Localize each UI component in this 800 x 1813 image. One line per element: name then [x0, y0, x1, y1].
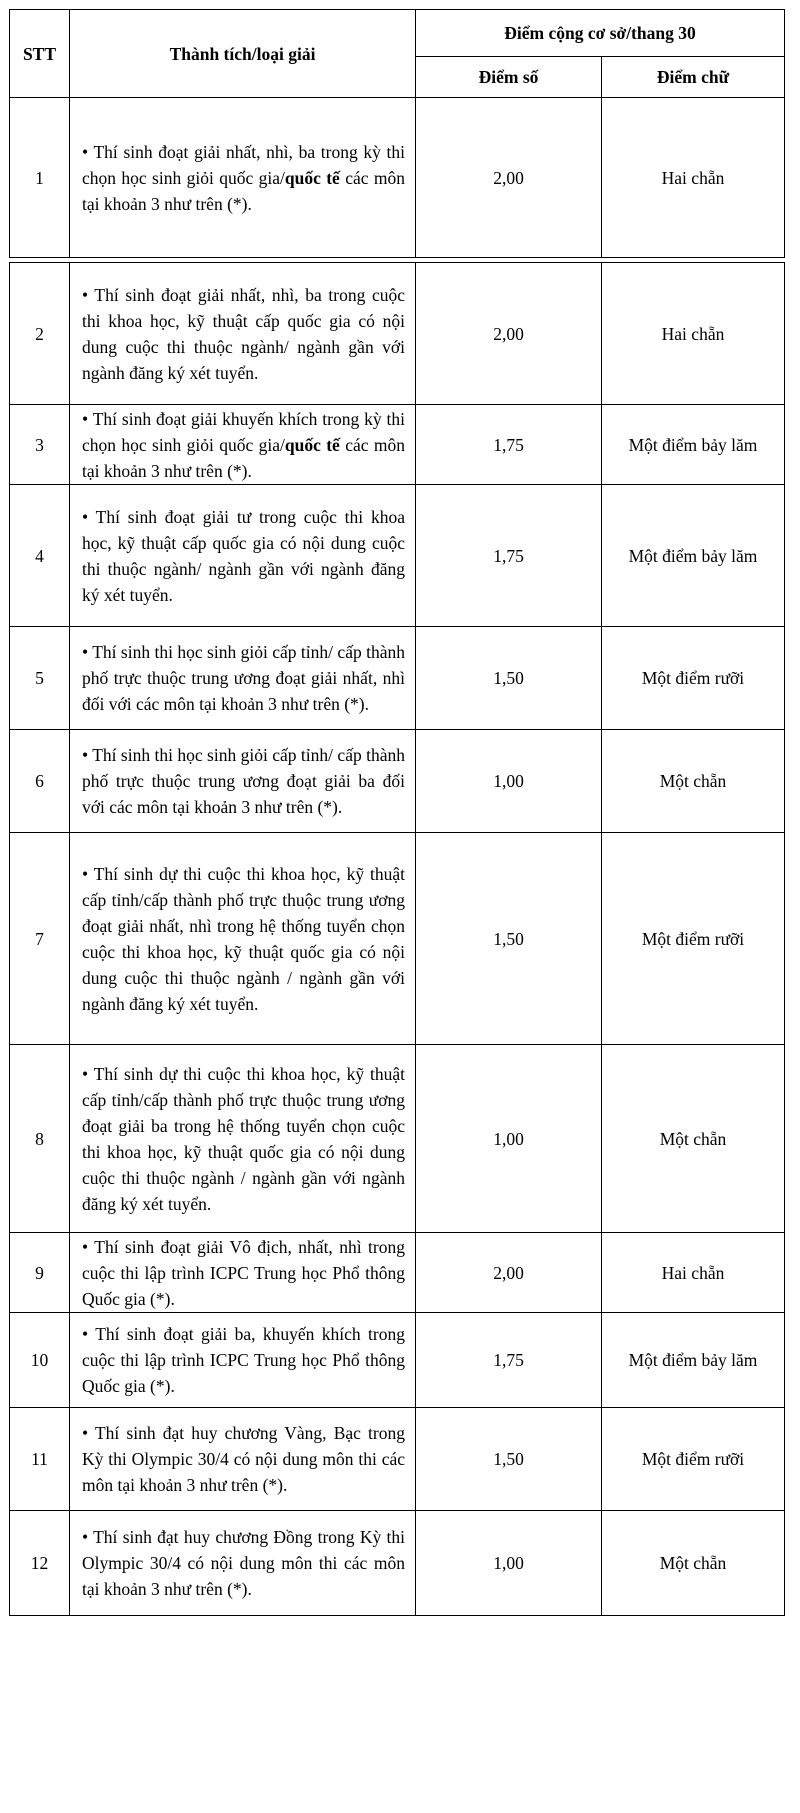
table-row [10, 98, 785, 258]
cell-score-words: Hai chẵn [602, 1233, 785, 1313]
achievement-text: • Thí sinh đoạt giải nhất, nhì, ba trong kỳ thi chọn học sinh giỏi quốc gia/ [82, 141, 405, 188]
achievement-text: • Thí sinh dự thi cuộc thi khoa học, kỹ thuật cấp tỉnh/cấp thành phố trực thuộc trung ương đoạt giải ba trong hệ thống tuyển chọn cuộc thi khoa học, kỹ thuật quốc gia có nội dung cuộc thi thuộc ngành / ngành gần với ngành đăng ký xét tuyển. [82, 1063, 405, 1214]
table-row [10, 730, 785, 833]
header-score-number: Điểm số [416, 57, 602, 98]
achievement-text: • Thí sinh thi học sinh giỏi cấp tỉnh/ cấp thành phố trực thuộc trung ương đoạt giải nhất, nhì đối với các môn tại khoản 3 như trên (*). [82, 642, 405, 714]
cell-score-number: 1,75 [416, 405, 602, 485]
cell-score-number: 1,50 [416, 627, 602, 730]
table-row [10, 627, 785, 730]
cell-achievement [70, 833, 416, 1045]
cell-score-number: 2,00 [416, 1233, 602, 1313]
table-body [10, 98, 785, 1616]
table-row [10, 1313, 785, 1408]
achievement-text: • Thí sinh đoạt giải ba, khuyến khích trong cuộc thi lập trình ICPC Trung học Phổ thông Quốc gia (*). [82, 1324, 405, 1396]
bonus-points-table [9, 9, 785, 1616]
cell-achievement [70, 1313, 416, 1408]
cell-score-words: Một chẵn [602, 730, 785, 833]
cell-achievement [70, 1408, 416, 1511]
cell-achievement [70, 98, 416, 258]
table-row [10, 485, 785, 627]
achievement-text: • Thí sinh dự thi cuộc thi khoa học, kỹ thuật cấp tỉnh/cấp thành phố trực thuộc trung ương đoạt giải nhất, nhì trong hệ thống tuyển chọn cuộc thi khoa học, kỹ thuật quốc gia có nội dung cuộc thi thuộc ngành / ngành gần với ngành đăng ký xét tuyển. [82, 863, 405, 1014]
cell-score-number: 1,75 [416, 1313, 602, 1408]
achievement-text: • Thí sinh đạt huy chương Đồng trong Kỳ thi Olympic 30/4 có nội dung môn thi các môn tại khoản 3 như trên (*). [82, 1527, 405, 1599]
cell-achievement [70, 730, 416, 833]
cell-score-number: 1,50 [416, 1408, 602, 1511]
cell-achievement [70, 263, 416, 405]
cell-score-words: Một điểm bảy lăm [602, 1313, 785, 1408]
cell-score-number: 1,50 [416, 833, 602, 1045]
cell-score-words: Hai chẵn [602, 263, 785, 405]
cell-score-words: Hai chẵn [602, 98, 785, 258]
cell-stt: 6 [10, 730, 70, 833]
achievement-text: • Thí sinh đạt huy chương Vàng, Bạc trong Kỳ thi Olympic 30/4 có nội dung môn thi các môn tại khoản 3 như trên (*). [82, 1423, 405, 1495]
cell-score-number: 1,75 [416, 485, 602, 627]
table-row [10, 1233, 785, 1313]
cell-stt: 1 [10, 98, 70, 258]
cell-stt: 9 [10, 1233, 70, 1313]
cell-score-number: 2,00 [416, 263, 602, 405]
cell-achievement [70, 1233, 416, 1313]
cell-achievement [70, 627, 416, 730]
achievement-text: • Thí sinh đoạt giải nhất, nhì, ba trong cuộc thi khoa học, kỹ thuật cấp quốc gia có nội dung cuộc thi thuộc ngành/ ngành gần với ngành đăng ký xét tuyển. [82, 284, 405, 383]
cell-score-words: Một điểm bảy lăm [602, 405, 785, 485]
achievement-text-bold: quốc tế [284, 434, 340, 455]
scoring-table-page [9, 9, 784, 1616]
cell-stt: 3 [10, 405, 70, 485]
cell-score-words: Một chẵn [602, 1045, 785, 1233]
cell-stt: 10 [10, 1313, 70, 1408]
cell-achievement [70, 1045, 416, 1233]
header-stt: STT [10, 10, 70, 98]
cell-achievement [70, 1511, 416, 1616]
table-row [10, 405, 785, 485]
header-score-group: Điểm cộng cơ sở/thang 30 [416, 10, 785, 57]
cell-score-words: Một điểm rưỡi [602, 833, 785, 1045]
cell-stt: 5 [10, 627, 70, 730]
cell-score-words: Một điểm rưỡi [602, 627, 785, 730]
table-row [10, 1511, 785, 1616]
table-row [10, 833, 785, 1045]
header-row-top [10, 10, 785, 57]
achievement-text-tail: các môn tại khoản 3 như trên (*). [82, 167, 406, 214]
cell-score-words: Một điểm bảy lăm [602, 485, 785, 627]
header-score-words: Điểm chữ [602, 57, 785, 98]
cell-achievement [70, 485, 416, 627]
header-achievement: Thành tích/loại giải [70, 10, 416, 98]
cell-score-number: 1,00 [416, 1511, 602, 1616]
cell-stt: 8 [10, 1045, 70, 1233]
cell-stt: 12 [10, 1511, 70, 1616]
cell-stt: 4 [10, 485, 70, 627]
achievement-text-tail: các môn tại khoản 3 như trên (*). [82, 434, 406, 481]
cell-achievement [70, 405, 416, 485]
achievement-text: • Thí sinh thi học sinh giỏi cấp tỉnh/ cấp thành phố trực thuộc trung ương đoạt giải ba đối với các môn tại khoản 3 như trên (*). [82, 745, 405, 817]
cell-score-words: Một chẵn [602, 1511, 785, 1616]
cell-stt: 2 [10, 263, 70, 405]
table-row [10, 1408, 785, 1511]
cell-score-words: Một điểm rưỡi [602, 1408, 785, 1511]
achievement-text: • Thí sinh đoạt giải tư trong cuộc thi khoa học, kỹ thuật cấp quốc gia có nội dung cuộc thi thuộc ngành/ ngành gần với ngành đăng ký xét tuyển. [82, 506, 405, 605]
achievement-text-bold: quốc tế [284, 167, 340, 188]
cell-score-number: 2,00 [416, 98, 602, 258]
achievement-text: • Thí sinh đoạt giải khuyến khích trong kỳ thi chọn học sinh giỏi quốc gia/ [82, 408, 405, 455]
cell-stt: 11 [10, 1408, 70, 1511]
cell-score-number: 1,00 [416, 730, 602, 833]
table-row [10, 263, 785, 405]
achievement-text: • Thí sinh đoạt giải Vô địch, nhất, nhì trong cuộc thi lập trình ICPC Trung học Phổ thông Quốc gia (*). [82, 1236, 405, 1309]
cell-stt: 7 [10, 833, 70, 1045]
cell-score-number: 1,00 [416, 1045, 602, 1233]
table-row [10, 1045, 785, 1233]
